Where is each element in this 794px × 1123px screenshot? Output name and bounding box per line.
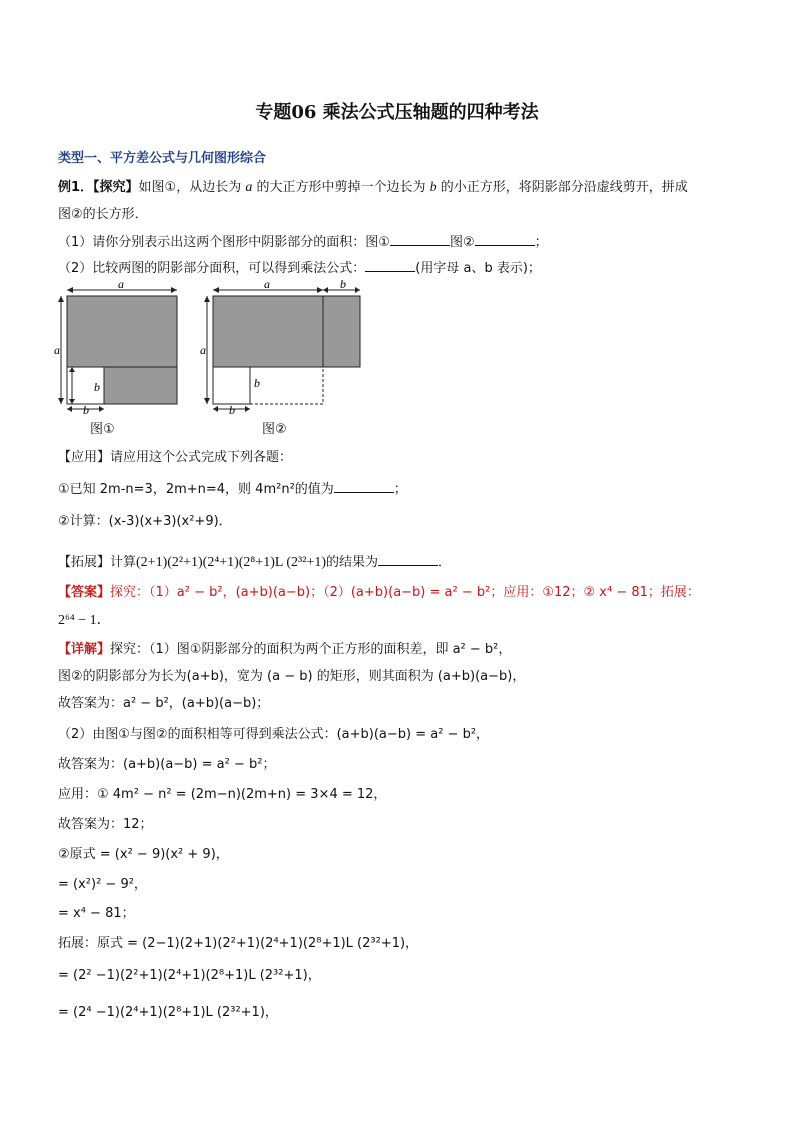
apply1-text: ①已知 2m-n=3，2m+n=4，则 4m²n²的值为: [58, 482, 334, 497]
ext-end: 的结果为: [326, 555, 379, 570]
example-line-2: 图②的长方形．: [58, 207, 148, 222]
fig2-label-b-vert: b: [254, 376, 260, 390]
question-2: [58, 259, 541, 277]
q2-end: (用字母 a、b 表示)；: [415, 261, 541, 276]
answer-label: 【答案】: [58, 585, 111, 600]
apply-1: [58, 480, 407, 498]
q2-text: （2）比较两图的阴影部分面积，可以得到乘法公式：: [58, 261, 366, 276]
ext-expression: (2+1)(2²+1)(2⁴+1)(2⁸+1)L (2³²+1): [136, 555, 326, 570]
apply1-end: ；: [393, 482, 407, 497]
page-title: 专题06 乘法公式压轴题的四种考法: [255, 102, 539, 123]
detail-text-1: 探究：（1）图①阴影部分的面积为两个正方形的面积差，即 a² − b²，: [110, 642, 512, 657]
detail-line-6: 应用：① 4m² − n² = (2m−n)(2m+n) = 3×4 = 12，: [58, 787, 387, 802]
answer-blank[interactable]: [475, 233, 535, 246]
fig2-dashed-outline: [250, 367, 323, 404]
detail-line-13: = (2⁴ −1)(2⁴+1)(2⁸+1)L (2³²+1)，: [58, 1005, 278, 1020]
fig1-label-a-left: a: [54, 343, 60, 357]
example-text-3: 的小正方形，将阴影部分沿虚线剪开，拼成: [440, 180, 688, 195]
fig2-empty-square: [213, 367, 250, 404]
detail-line-9: = (x²)² − 9²，: [58, 877, 147, 892]
detail-line-4: （2）由图①与图②的面积相等可得到乘法公式：(a+b)(a−b) = a² − b²，: [58, 727, 490, 742]
fig2-shaded-main: [213, 296, 323, 367]
detail-line-5: 故答案为：(a+b)(a−b) = a² − b²；: [58, 757, 276, 772]
type-heading: 类型一、平方差公式与几何图形综合: [58, 151, 267, 166]
ext-label: 【拓展】计算: [58, 555, 137, 570]
q1-mid: 图②: [449, 235, 475, 250]
fig2-label-a-left: a: [200, 343, 206, 357]
fig1-label-a-top: a: [118, 280, 124, 291]
var-b: b: [429, 180, 437, 195]
detail-line-10: = x⁴ − 81；: [58, 906, 135, 921]
answer-line: [58, 585, 700, 601]
detail-line-7: 故答案为：12；: [58, 817, 153, 832]
question-1: [58, 233, 548, 251]
fig1-label-b-horiz: b: [83, 403, 89, 415]
fig1-label-b-vert: b: [94, 380, 100, 394]
figure-1: [54, 280, 184, 415]
answer-blank[interactable]: [334, 480, 394, 493]
q1-text: （1）请你分别表示出这两个图形中阴影部分的面积：图①: [58, 235, 390, 250]
detail-line-1: [58, 642, 511, 658]
detail-line-11: 拓展：原式 = (2−1)(2+1)(2²+1)(2⁴+1)(2⁸+1)L (2³²+1)，: [58, 936, 419, 951]
detail-line-8: ②原式 = (x² − 9)(x² + 9)，: [58, 847, 229, 862]
figure-1-caption: 图①: [90, 422, 115, 437]
answer-blank[interactable]: [365, 259, 415, 272]
apply-2: ②计算：(x-3)(x+3)(x²+9)．: [58, 514, 232, 529]
detail-label: 【详解】: [58, 642, 111, 657]
fig2-label-b-horiz: b: [229, 403, 235, 415]
example-line-1: [58, 180, 688, 196]
example-text-1: 如图①，从边长为: [138, 180, 242, 195]
figure-2-caption: 图②: [262, 422, 287, 437]
var-a: a: [245, 180, 253, 195]
fig2-label-a-top: a: [264, 280, 270, 291]
detail-line-3: 故答案为：a² − b²，(a+b)(a−b)；: [58, 696, 270, 711]
ext-period: ．: [438, 555, 452, 570]
extension: [58, 553, 451, 571]
answer-blank[interactable]: [390, 233, 450, 246]
detail-line-2: 图②的阴影部分为长为(a+b)，宽为 (a − b) 的矩形，则其面积为 (a+b)(a−b)，: [58, 669, 526, 684]
q1-end: ；: [534, 235, 548, 250]
example-label: 例1．【探究】: [58, 180, 139, 195]
fig2-label-b-top: b: [340, 280, 346, 291]
answer-text: 探究：（1）a² − b²，(a+b)(a−b)；（2）(a+b)(a−b) = a² − b²；应用：①12；② x⁴ − 81；拓展：: [110, 585, 700, 600]
example-text-2: 的大正方形中剪掉一个边长为: [256, 180, 426, 195]
figure-2: [200, 280, 365, 415]
answer-text-2: 2⁶⁴ − 1．: [58, 613, 111, 628]
apply-heading: 【应用】请应用这个公式完成下列各题：: [58, 450, 293, 465]
fig2-shaded-strip: [323, 296, 360, 367]
answer-blank[interactable]: [378, 553, 438, 566]
detail-line-12: = (2² −1)(2²+1)(2⁴+1)(2⁸+1)L (2³²+1)，: [58, 968, 321, 983]
